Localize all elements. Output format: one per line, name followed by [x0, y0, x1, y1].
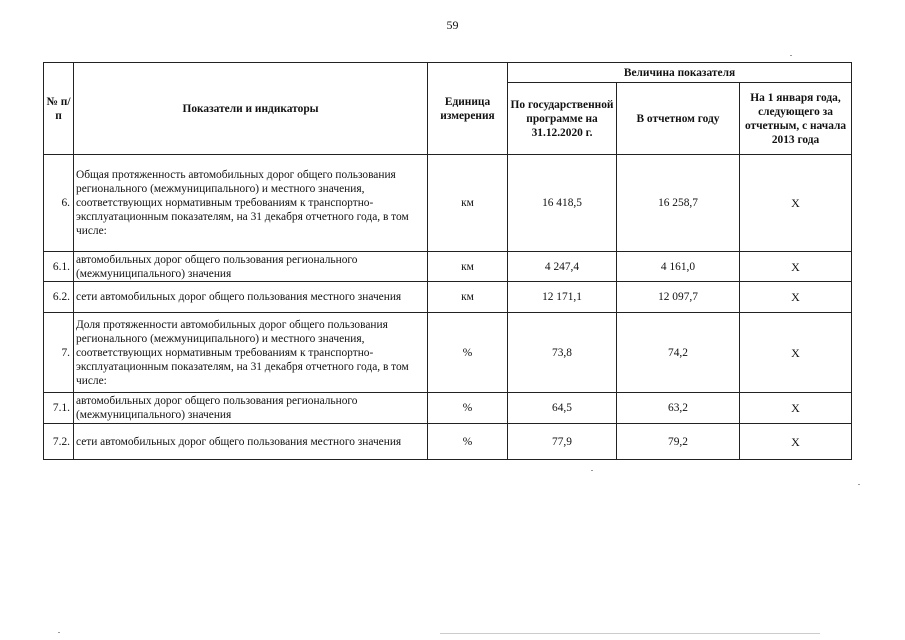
row-unit: %: [428, 424, 508, 460]
row-unit: км: [428, 252, 508, 282]
row-number: 6.: [44, 155, 74, 252]
row-indicator-name: автомобильных дорог общего пользования регионального (межмуниципального) значения: [74, 393, 428, 424]
scan-speck: [858, 484, 860, 485]
row-current-value: 74,2: [617, 313, 740, 393]
header-value-group: Величина показателя: [508, 63, 852, 83]
scan-speck: [58, 632, 60, 633]
scan-speck: [591, 470, 593, 471]
row-program-value: 4 247,4: [508, 252, 617, 282]
row-since-2013-value: X: [740, 424, 852, 460]
row-number: 7.: [44, 313, 74, 393]
row-number: 7.1.: [44, 393, 74, 424]
header-unit: Единица измерения: [428, 63, 508, 155]
row-program-value: 73,8: [508, 313, 617, 393]
row-current-value: 63,2: [617, 393, 740, 424]
row-number: 6.2.: [44, 282, 74, 313]
row-current-value: 79,2: [617, 424, 740, 460]
row-since-2013-value: X: [740, 313, 852, 393]
table-row: [44, 282, 852, 313]
header-since-2013: На 1 января года, следующего за отчетным, с начала 2013 года: [740, 83, 852, 155]
header-program: По государственной программе на 31.12.2020 г.: [508, 83, 617, 155]
table-row: [44, 155, 852, 252]
header-indicator: Показатели и индикаторы: [74, 63, 428, 155]
table-row: [44, 393, 852, 424]
scan-speck: [440, 633, 820, 634]
page-number: 59: [446, 18, 459, 32]
row-indicator-name: Общая протяженность автомобильных дорог общего пользования регионального (межмуниципального) и местного значения, соответствующих нормативным требованиям к транспортно-эксплуатационным показателям, на 31 декабря отчетного года, в том числе:: [74, 155, 428, 252]
header-num: № п/п: [44, 63, 74, 155]
row-number: 6.1.: [44, 252, 74, 282]
scan-speck: [790, 55, 792, 56]
row-current-value: 4 161,0: [617, 252, 740, 282]
table-row: [44, 313, 852, 393]
row-program-value: 12 171,1: [508, 282, 617, 313]
row-since-2013-value: X: [740, 155, 852, 252]
row-unit: %: [428, 313, 508, 393]
row-program-value: 77,9: [508, 424, 617, 460]
row-since-2013-value: X: [740, 393, 852, 424]
row-indicator-name: сети автомобильных дорог общего пользования местного значения: [74, 424, 428, 460]
row-current-value: 16 258,7: [617, 155, 740, 252]
row-since-2013-value: X: [740, 282, 852, 313]
indicators-table: [43, 62, 852, 460]
row-number: 7.2.: [44, 424, 74, 460]
row-unit: км: [428, 155, 508, 252]
row-unit: %: [428, 393, 508, 424]
row-indicator-name: сети автомобильных дорог общего пользования местного значения: [74, 282, 428, 313]
row-current-value: 12 097,7: [617, 282, 740, 313]
row-unit: км: [428, 282, 508, 313]
row-program-value: 64,5: [508, 393, 617, 424]
table-row: [44, 424, 852, 460]
row-since-2013-value: X: [740, 252, 852, 282]
header-current-year: В отчетном году: [617, 83, 740, 155]
row-program-value: 16 418,5: [508, 155, 617, 252]
row-indicator-name: автомобильных дорог общего пользования регионального (межмуниципального) значения: [74, 252, 428, 282]
table-row: [44, 252, 852, 282]
row-indicator-name: Доля протяженности автомобильных дорог общего пользования регионального (межмуниципального) и местного значения, соответствующих нормативным требованиям к транспортно-эксплуатационным показателям, на 31 декабря отчетного года, в том числе:: [74, 313, 428, 393]
